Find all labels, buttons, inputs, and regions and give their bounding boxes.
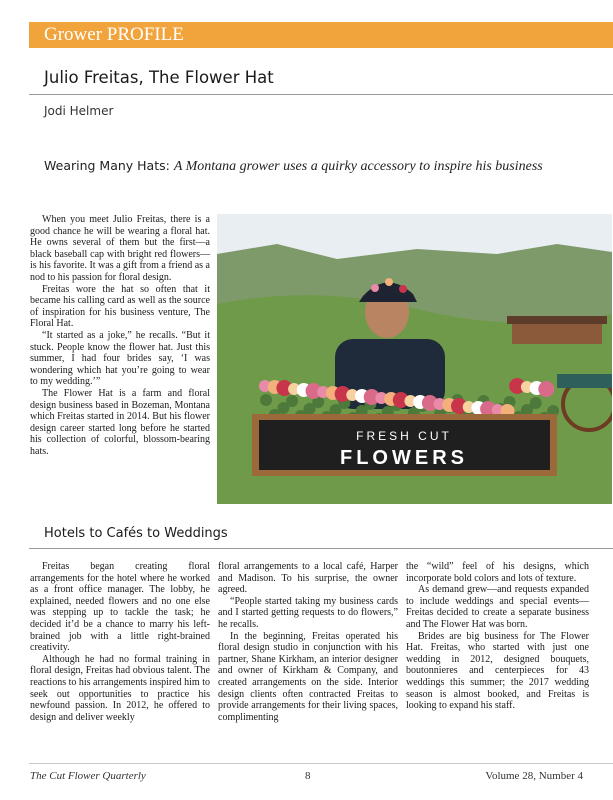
- photo-illustration: [217, 214, 612, 504]
- photo-sign-top: FRESH CUT: [356, 429, 452, 443]
- footer-publication: The Cut Flower Quarterly: [30, 770, 146, 782]
- photo-sign-bottom: FLOWERS: [340, 447, 468, 469]
- section-divider: [29, 548, 613, 549]
- photo-flower: [538, 381, 554, 397]
- body-paragraph: In the beginning, Freitas operated his floral design studio in conjunction with his partner, Shane Kirkham, an interior designer and owner of Kirkham & Company, and created arrangements on the side. Interior design clients often contracted Freitas to provide arrangements for their living spaces, complimenting: [218, 630, 398, 723]
- intro-paragraph: “It started as a joke,” he recalls. “But it stuck. People know the flower hat. Just this summer, I had four brides say, ‘I was wondering which hat you’re going to wear to my wedding.’”: [30, 329, 210, 388]
- body-column-1: [30, 561, 210, 723]
- footer-volume: Volume 28, Number 4: [485, 770, 583, 782]
- photo-wagon: [557, 374, 612, 388]
- photo-hat-flower: [399, 285, 407, 293]
- photo-flower-leaf: [286, 395, 298, 407]
- photo-cabin-roof: [507, 316, 607, 324]
- body-paragraph: Brides are big business for The Flower Hat. Freitas, who started with just one wedding in 2012, designed bouquets, boutonnieres and centerpieces for 43 weddings this summer; the 2017 wedding season is almost booked, and Freitas is looking to expand his staff.: [406, 630, 589, 712]
- intro-paragraph: Freitas wore the hat so often that it became his calling card as well as the source of inspiration for his business venture, The Floral Hat.: [30, 283, 210, 330]
- intro-paragraph: When you meet Julio Freitas, there is a good chance he will be wearing a floral hat. He owns several of them but the first—a black baseball cap with bright red flowers—is his favorite. It was a gift from a friend as a nod to his passion for floral design.: [30, 214, 210, 283]
- article-photo: [217, 214, 612, 504]
- body-paragraph: the “wild” feel of his designs, which incorporate bold colors and lots of texture.: [406, 561, 589, 584]
- section-heading: Hotels to Cafés to Weddings: [44, 526, 228, 541]
- photo-hat-flower: [385, 278, 393, 286]
- title-divider: [29, 94, 613, 95]
- footer-page-number: 8: [305, 770, 311, 782]
- body-column-2: [218, 561, 398, 723]
- subhead-tagline: A Montana grower uses a quirky accessory to inspire his business: [173, 159, 543, 174]
- article-title: Julio Freitas, The Flower Hat: [44, 68, 274, 87]
- body-column-3: [406, 561, 589, 712]
- body-paragraph: As demand grew—and requests expanded to include weddings and special events—Freitas decided to create a separate business and The Flower Hat was born.: [406, 584, 589, 630]
- body-paragraph: Freitas began creating floral arrangements for the hotel where he worked as a front office manager. The lobby, he explained, needed flowers and no one else was stepping up to tackle the task; he decided it’d be a chance to marry his left-brained job with a little right-brained creativity.: [30, 561, 210, 654]
- article-subhead: [44, 158, 543, 175]
- body-paragraph: floral arrangements to a local café, Harper and Madison. To his surprise, the owner agreed.: [218, 561, 398, 596]
- intro-paragraph: The Flower Hat is a farm and floral design business based in Bozeman, Montana which Freitas started in 2014. But his flower design career started long before he started his collection of colorful, blossom-bearing hats.: [30, 387, 210, 457]
- body-paragraph: “People started taking my business cards and I started getting requests to do flowers,” he recalls.: [218, 595, 398, 630]
- section-label: Grower PROFILE: [44, 24, 184, 45]
- intro-column: [30, 214, 210, 457]
- photo-hat-flower: [371, 284, 379, 292]
- photo-flower-leaf: [530, 397, 542, 409]
- photo-cabin: [512, 322, 602, 344]
- photo-flower-leaf: [260, 394, 272, 406]
- body-paragraph: Although he had no formal training in floral design, Freitas had obvious talent. The reactions to his arrangements inspired him to seek out opportunities to practice his newfound passion. In 2012, he offered to design and deliver weekly: [30, 653, 210, 723]
- author-byline: Jodi Helmer: [44, 104, 114, 118]
- subhead-lead: Wearing Many Hats:: [44, 158, 170, 173]
- footer-divider: [29, 763, 613, 764]
